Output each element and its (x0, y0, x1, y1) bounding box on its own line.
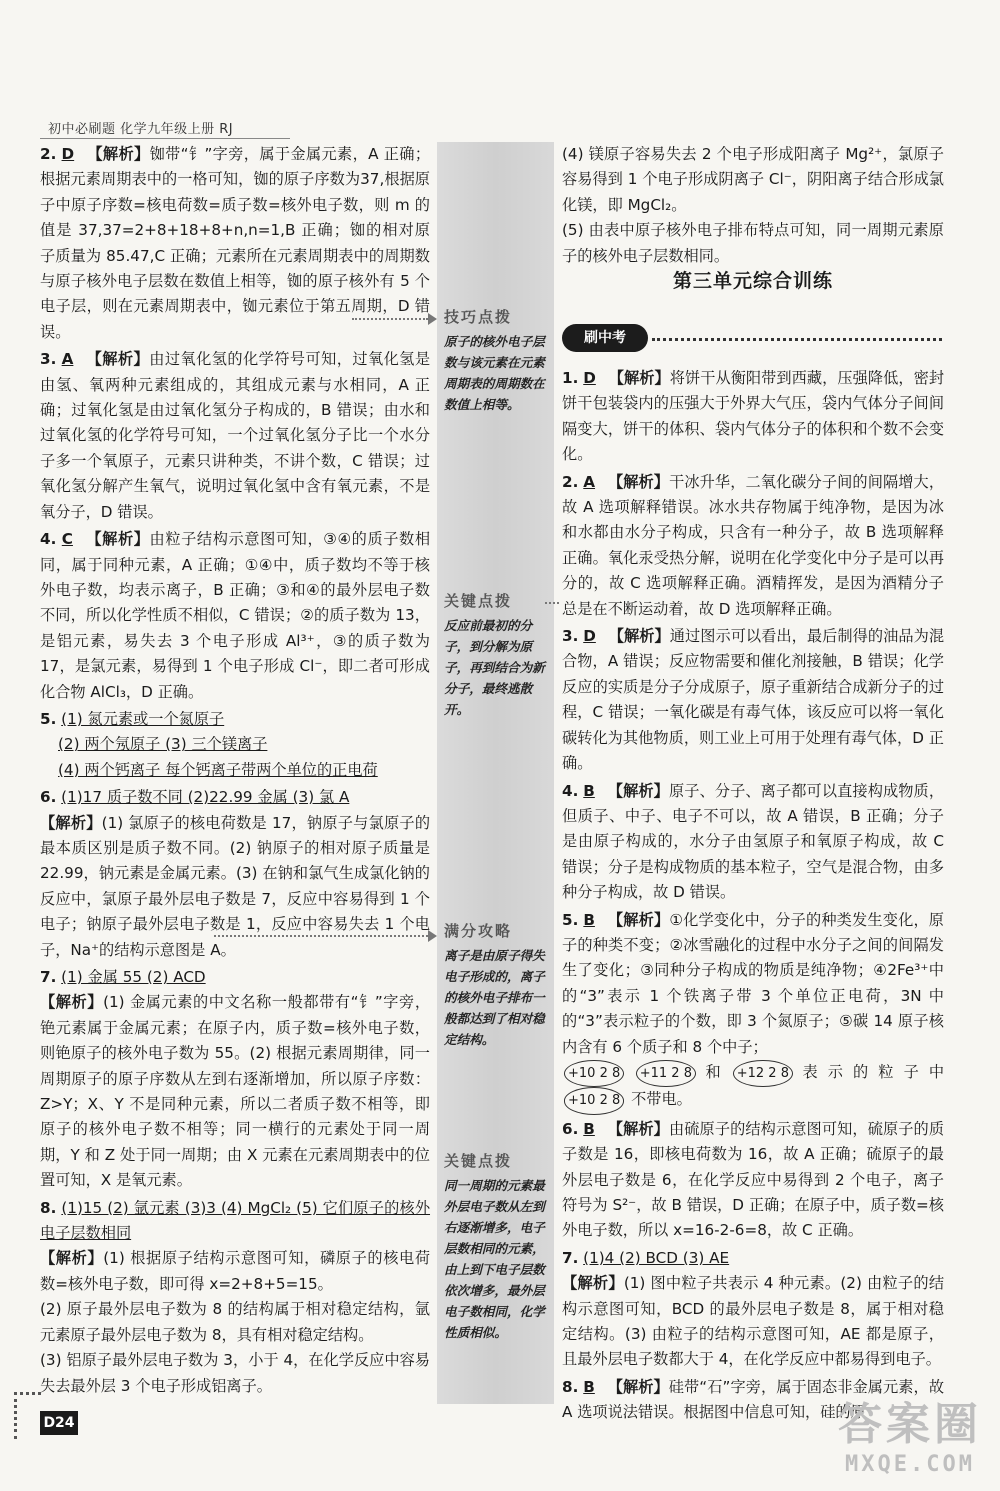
tip-title: 关键点拨 (444, 1152, 513, 1170)
tip-title: 满分攻略 (444, 922, 513, 940)
item-explanation: 干冰升华，二氧化碳分子间的间隔增大，故 A 选项解释错误。冰水共存物属于纯净物，是因为冰和水都由水分子构成，只含有一种分子，故 B 选项解释正确。氧化汞受热分解，说明在化学变化中分子是可以再分的，故 C 选项解释正确。酒精挥发，是因为酒精分子总是在不断运动着，故 D 选项解释正确。 (562, 472, 945, 618)
page-corner-mark (14, 1392, 41, 1439)
tip-box-3 (444, 920, 550, 1050)
item-number: 3. (40, 350, 57, 369)
jiexi-label: 【解析】 (86, 530, 150, 549)
item-number: 2. (40, 145, 57, 163)
answer-item-7 (40, 965, 430, 1194)
item-explanation: 不带电。 (631, 1090, 692, 1109)
jiexi-label: 【解析】 (607, 1377, 669, 1396)
answer-item-r4 (562, 779, 944, 906)
jiexi-label: 【解析】 (608, 627, 670, 646)
item-explanation: ①化学变化中，分子的种类发生变化，原子的种类不变；②冰雪融化的过程中水分子之间的间隔发生了变化；③同种分子构成的物质是纯净物；④2Fe³⁺中的“3”表示 1 个铁离子带 3 个单位正电荷，3N 中的“3”表示粒子的个数，即 3 个氮原子；⑤碳 14 原子核内含有 6 个质子和 8 个中子； (562, 910, 944, 1056)
item-answer: (1)4 (2) BCD (3) AE (583, 1248, 730, 1267)
item-explanation: 由过氧化氢的化学符号可知，过氧化氢是由氢、氧两种元素组成的，其组成元素与水相同，A 正确；过氧化氢是由过氧化氢分子构成的，B 错误；由水和过氧化氢的化学符号可知，一个过氧化氢分子比一个水分子多一个氧原子，元素只讲种类，不讲个数，C 错误；过氧化氢分解产生氧气，说明过氧化氢中含有氧元素，不是氧分子，D 错误。 (40, 350, 431, 521)
item-explanation: (1) 根据原子结构示意图可知，磷原子的核电荷数=核外电子数，即可得 x=2+8+5=15。 (40, 1249, 431, 1293)
item-number: 4. (562, 781, 579, 800)
item-explanation: 原子、分子、离子都可以直接构成物质，但质子、中子、电子不可以，故 A 错误，B 正确；分子是由原子构成的，水分子由氢原子和氧原子构成，故 C 错误；分子是构成物质的基本粒子，空气是混合物，由多种分子构成，故 D 错误。 (562, 781, 945, 902)
answer-item-r2 (562, 470, 944, 622)
jiexi-label: 【解析】 (87, 145, 150, 163)
answer-item-4 (40, 527, 430, 705)
jiexi-label: 【解析】 (86, 350, 150, 369)
answer-item-r1 (562, 366, 944, 468)
tip-title: 技巧点拨 (444, 308, 513, 326)
item-number: 7. (562, 1248, 579, 1267)
answer-item-5 (40, 707, 430, 783)
item-explanation: (2) 原子最外层电子数为 8 的结构属于相对稳定结构，氩元素原子最外层电子数为 8，具有相对稳定结构。 (40, 1300, 430, 1344)
right-column (562, 366, 944, 1428)
tip-connector (352, 318, 428, 320)
item-number: 5. (562, 910, 579, 929)
item-answer-line: (4) 两个钙离子 每个钙离子带两个单位的正电荷 (58, 760, 378, 779)
item-number: 6. (562, 1119, 579, 1138)
watermark-logo-text: 答案圈 (838, 1399, 982, 1450)
right-column-top (562, 142, 944, 269)
item-answer: (1) 金属 55 (2) ACD (61, 968, 206, 986)
item-explanation: (3) 铝原子最外层电子数为 3，小于 4，在化学反应中容易失去最外层 3 个电子形成铝离子。 (40, 1351, 430, 1395)
jiexi-label: 【解析】 (607, 1119, 669, 1138)
item-answer: (1)17 质子数不同 (2)22.99 金属 (3) 氯 A (61, 788, 350, 807)
jiexi-label: 【解析】 (608, 369, 670, 387)
tip-connector (214, 935, 428, 937)
item-number: 7. (40, 968, 57, 986)
item-explanation: (1) 金属元素的中文名称一般都带有“钅”字旁，铯元素属于金属元素；在原子内，质子数=核外电子数，则铯原子的核外电子数为 55。(2) 根据元素周期律，同一周期原子的原子序数从左到右逐渐增加，所以原子序数：Z>Y；X、Y 不是同种元素，所以二者质子数不相等，即原子的核外电子数不相等；同一横行的元素处于同一周期，Y 和 Z 处于同一周期；由 X 元素在元素周期表中的位置可知，X 是氧元素。 (40, 993, 431, 1190)
item-answer-line: (1) 氮元素或一个氮原子 (61, 709, 225, 728)
item-number: 1. (562, 369, 579, 387)
item-answer: B (583, 781, 595, 800)
tip-body: 同一周期的元素最外层电子数从左到右逐渐增多，电子层数相同的元素，由上到下电子层数依次增多，最外层电子数相同，化学性质相似。 (444, 1178, 545, 1340)
site-watermark (838, 1388, 982, 1477)
answer-item-r5 (562, 908, 944, 1115)
atom-diagram: +10 2 8 (564, 1087, 624, 1114)
page-header: 初中必刷题 化学九年级上册 RJ (48, 122, 234, 137)
left-column (40, 142, 430, 1401)
item-number: 6. (40, 788, 57, 807)
item-explanation: 和 (705, 1062, 724, 1081)
atom-diagram: +12 2 8 (733, 1060, 793, 1087)
jiexi-label: 【解析】 (40, 813, 102, 832)
section-title: 第三单元综合训练 (672, 270, 833, 292)
page-number: D24 (40, 1411, 78, 1435)
item-explanation: 表 示 的 粒 子 中 (802, 1062, 945, 1081)
tip-body: 离子是由原子得失电子形成的，离子的核外电子排布一般都达到了相对稳定结构。 (444, 948, 545, 1047)
tip-arrow-icon (428, 930, 437, 942)
item-number: 3. (562, 627, 579, 646)
jiexi-label: 【解析】 (607, 781, 669, 800)
answer-item-r7 (562, 1246, 944, 1373)
answer-item-r6 (562, 1117, 944, 1244)
tip-body: 反应前最初的分子，到分解为原子，再到结合为新分子，最终逃散开。 (444, 618, 545, 717)
jiexi-label: 【解析】 (40, 1249, 104, 1268)
item-number: 5. (40, 709, 57, 728)
answer-item-2 (40, 142, 430, 345)
item-explanation: 将饼干从衡阳带到西藏，压强降低，密封饼干包装袋内的压强大于外界大气压，袋内气体分子间间隔变大，饼干的体积、袋内气体分子的体积和个数不会变化。 (562, 369, 945, 464)
item-explanation: 铷带“钅”字旁，属于金属元素，A 正确；根据元素周期表中的一格可知，铷的原子序数为37,根据原子中原子序数=核电荷数=质子数=核外电子数，则 m 的值是 37,37=2+8+18+8+n,n=1,B 正确；铷的相对原子质量为 85.47,C 正确；元素所在元素周期表中的周期数与原子核外电子层数在数值上相等，铷的原子核外有 5 个电子层，则在元素周期表中，铷元素位于第五周期，D 错误。 (40, 145, 431, 341)
badge-divider (652, 338, 942, 341)
item-explanation: 由硫原子的结构示意图可知，硫原子的质子数是 16，即核电荷数为 16，故 A 正确；硫原子的最外层电子数是 6，在化学反应中易得到 2 个电子，离子符号为 S²⁻，故 B 错误，D 正确；在原子中，质子数=核外电子数，所以 x=16-2-6=8，故 C 正确。 (562, 1119, 945, 1240)
item-answer: (1)15 (2) 氩元素 (3)3 (4) MgCl₂ (5) 它们原子的核外电子层数相同 (40, 1198, 431, 1243)
jiexi-label: 【解析】 (607, 910, 670, 929)
item-explanation: 硅带“石”字旁，属于固态非金属元素，故 A 选项说法错误。根据图中信息可知，硅的原 (562, 1377, 945, 1422)
jiexi-label: 【解析】 (40, 993, 104, 1012)
answer-item-3 (40, 347, 430, 525)
tip-title: 关键点拨 (444, 592, 513, 610)
item-explanation: (1) 氯原子的核电荷数是 17，钠原子与氯原子的最本质区别是质子数不同。(2) 钠原子的相对原子质量是 22.99，钠元素是金属元素。(3) 在钠和氯气生成氯化钠的反应中，氯原子最外层电子数是 7，反应中容易得到 1 个电子；钠原子最外层电子数是 1，反应中容易失去 1 个电子，Na⁺的结构示意图是 A。 (40, 813, 431, 959)
item-number: 4. (40, 530, 57, 549)
item-answer-line: (2) 两个氖原子 (3) 三个镁离子 (58, 735, 268, 754)
item-explanation: (1) 图中粒子共表示 4 种元素。(2) 由粒子的结构示意图可知，BCD 的最外层电子数是 8，属于相对稳定结构。(3) 由粒子的结构示意图可知，AE 都是原子，且最外层电子数都大于 4，在化学反应中都易得到电子。 (562, 1274, 945, 1369)
section-badge: 刷中考 (562, 324, 648, 352)
watermark-url: MXQE.COM (845, 1452, 975, 1477)
item-answer: B (583, 1119, 595, 1138)
jiexi-label: 【解析】 (562, 1274, 624, 1293)
tip-box-1 (444, 306, 550, 415)
item-answer: A (583, 472, 596, 491)
item-answer: B (583, 910, 595, 929)
item-number: 2. (562, 472, 579, 491)
atom-diagram: +11 2 8 (636, 1060, 696, 1087)
header-rule (40, 138, 290, 139)
answer-item-r3 (562, 624, 944, 776)
item-number: 8. (40, 1198, 57, 1217)
item-answer: D (583, 369, 596, 387)
item-answer: B (583, 1377, 595, 1396)
tip-box-2 (444, 590, 550, 720)
item-explanation: (4) 镁原子容易失去 2 个电子形成阳离子 Mg²⁺，氯原子容易得到 1 个电子形成阴离子 Cl⁻，阴阳离子结合形成氯化镁，即 MgCl₂。 (562, 145, 944, 214)
item-answer: D (583, 627, 596, 646)
item-answer: C (61, 530, 73, 549)
jiexi-label: 【解析】 (607, 472, 670, 491)
item-explanation: 由粒子结构示意图可知，③④的质子数相同，属于同种元素，A 正确；①④中，质子数均不等于核外电子数，均表示离子，B 正确；③和④的最外层电子数不同，所以化学性质不相似，C 错误；②的质子数为 13，是铝元素，易失去 3 个电子形成 Al³⁺，③的质子数为 17，是氯元素，易得到 1 个电子形成 Cl⁻，即二者可形成化合物 AlCl₃，D 正确。 (40, 530, 431, 701)
answer-item-8 (40, 1196, 430, 1399)
tip-arrow-icon (428, 313, 437, 325)
item-number: 8. (562, 1377, 579, 1396)
item-answer: D (61, 145, 75, 163)
item-explanation: (5) 由表中原子核外电子排布特点可知，同一周期元素原子的核外电子层数相同。 (562, 221, 944, 265)
atom-diagram: +10 2 8 (564, 1060, 624, 1087)
item-explanation: 通过图示可以看出，最后制得的油品为混合物，A 错误；反应物需要和催化剂接触，B 错误；化学反应的实质是分子分成原子，原子重新结合成新分子的过程，C 错误；一氧化碳是有毒气体，该反应可以将一氧化碳转化为其他物质，则工业上可用于处理有毒气体，D 正确。 (562, 627, 945, 773)
item-answer: A (61, 350, 74, 369)
tip-body: 原子的核外电子层数与该元素在元素周期表的周期数在数值上相等。 (444, 334, 545, 412)
tip-box-4 (444, 1150, 550, 1343)
